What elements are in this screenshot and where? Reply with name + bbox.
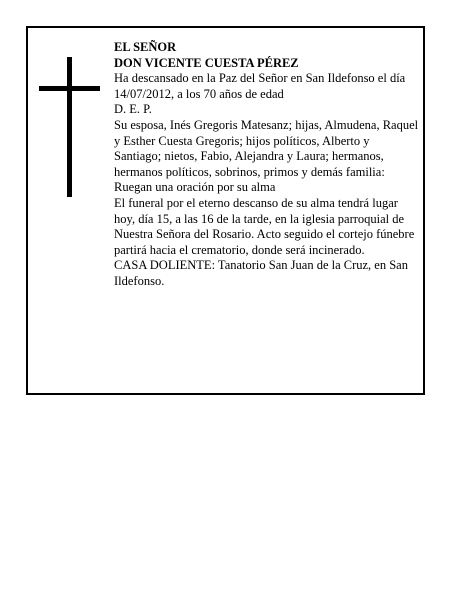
cross-horizontal-bar [39, 86, 100, 91]
obituary-notice [26, 26, 425, 395]
heading-title: EL SEÑOR [114, 40, 177, 54]
funeral-details: El funeral por el eterno descanso de su alma tendrá lugar hoy, día 15, a las 16 de la tarde, en la iglesia parroquial de Nuestra Señora del Rosario. Acto seguido el cortejo fúnebre partirá hacia el crematorio, donde será incinerado. [114, 195, 415, 257]
mourning-house: CASA DOLIENTE: Tanatorio San Juan de la Cruz, en San Ildefonso. [114, 258, 408, 288]
notice-text [114, 40, 419, 290]
cross-vertical-bar [67, 57, 72, 197]
deceased-name: DON VICENTE CUESTA PÉREZ [114, 55, 299, 70]
rest-in-peace: D. E. P. [114, 102, 152, 117]
death-announcement: Ha descansado en la Paz del Señor en San Ildefonso el día 14/07/2012, a los 70 años de edad [114, 71, 406, 101]
family-list: Su esposa, Inés Gregoris Matesanz; hijas, Almudena, Raquel y Esther Cuesta Gregoris; hijos políticos, Alberto y Santiago; nietos, Fabio, Alejandra y Laura; hermanos, hermanos políticos, sobrinos, primos y demás familia: [114, 117, 419, 179]
prayer-request: Ruegan una oración por su alma [114, 180, 276, 195]
